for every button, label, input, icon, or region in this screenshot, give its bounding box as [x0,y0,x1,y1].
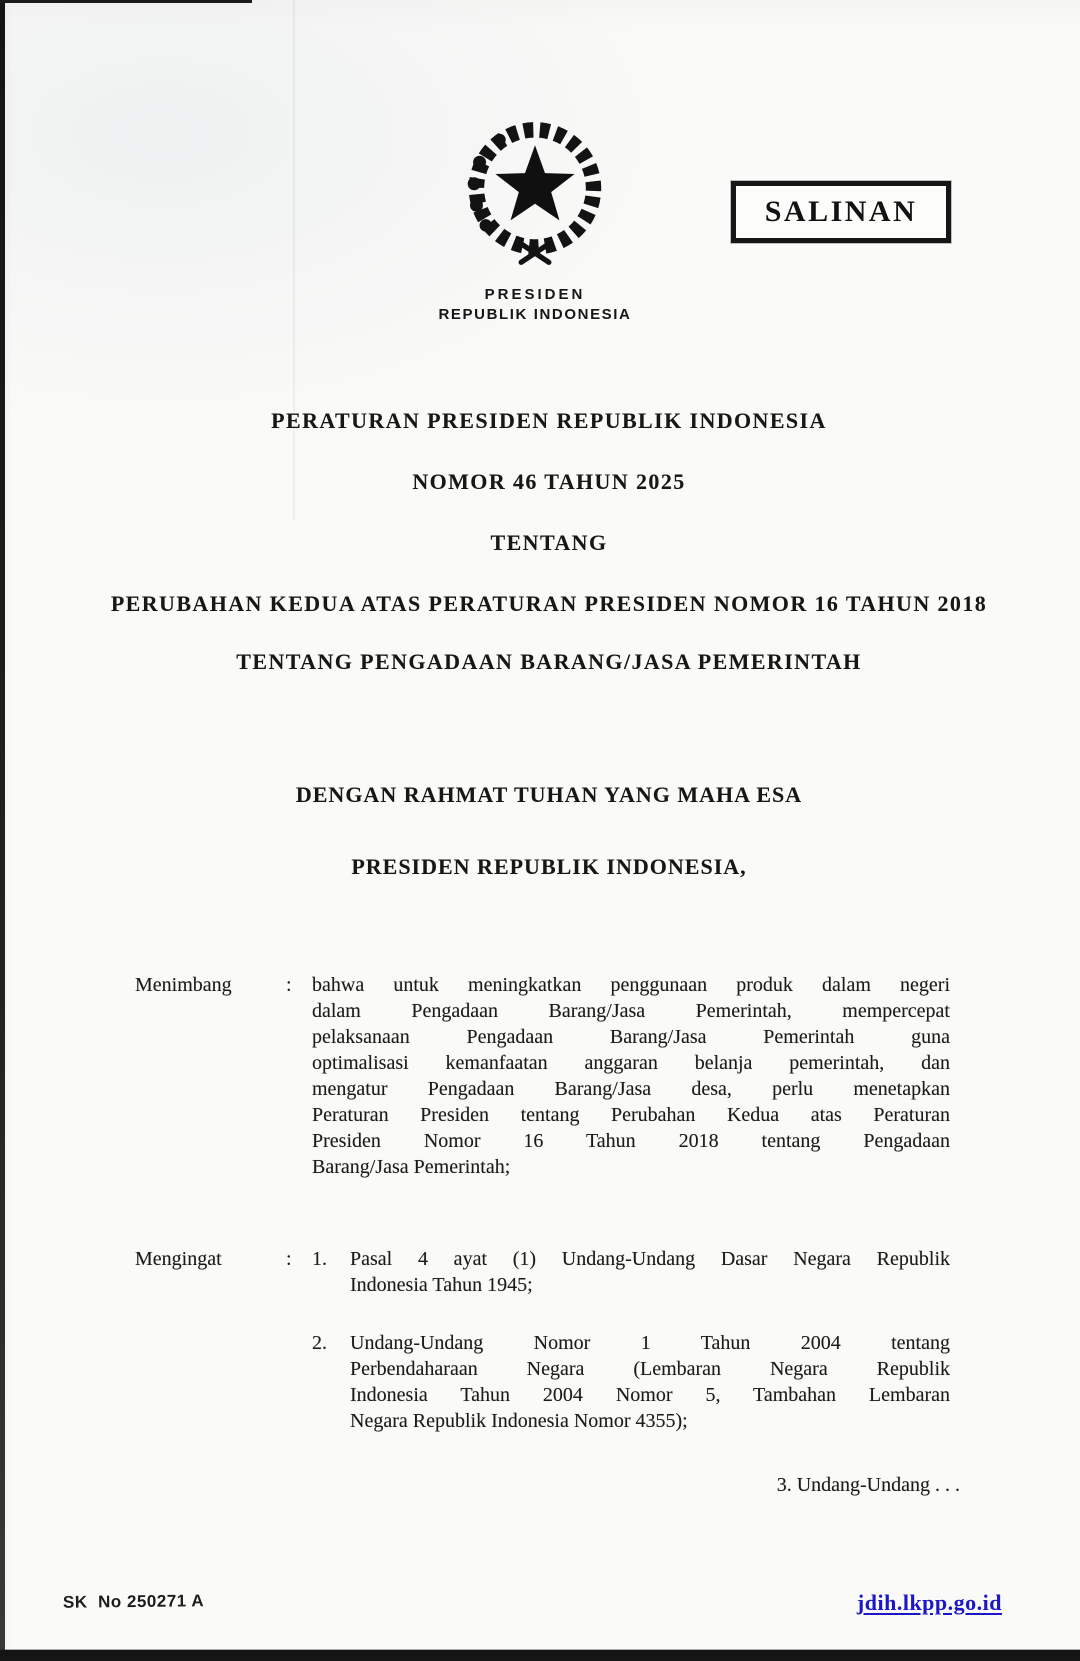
salinan-copy-stamp: SALINAN [731,181,951,243]
mengingat-item1-text: Pasal 4 ayat (1) Undang-Undang Dasar Negara Republik Indonesia Tahun 1945; [350,1248,950,1296]
letterhead-republik-indonesia-label: REPUBLIK INDONESIA [438,306,632,323]
presidential-emblem-icon [458,116,612,270]
letterhead-presiden-label: PRESIDEN [484,286,586,303]
mengingat-item2-text: Undang-Undang Nomor 1 Tahun 2004 tentang Perbendaharaan Negara (Lembaran Negara Republik Indonesia Tahun 2004 Nomor 5, Tambahan Lembaran Negara Republik Indonesia Nomor 4355); [350,1332,950,1432]
menimbang-colon: : [286,974,292,996]
jdih-lkpp-website-link[interactable]: jdih.lkpp.go.id [856,1590,1002,1615]
menimbang-label: Menimbang [135,974,232,996]
mengingat-colon: : [286,1248,292,1270]
regulation-number-line: NOMOR 46 TAHUN 2025 [412,469,686,494]
letterhead [425,116,645,323]
scan-left-edge-artifact [0,0,5,1656]
scan-bottom-edge-artifact [0,1650,1080,1661]
regulation-subject-line2: TENTANG PENGADAAN BARANG/JASA PEMERINTAH [236,649,862,674]
sk-number: SK No 250271 A [62,1591,205,1612]
regulation-subject-line1: PERUBAHAN KEDUA ATAS PERATURAN PRESIDEN NOMOR 16 TAHUN 2018 [110,591,988,616]
mengingat-item1-number: 1. [312,1248,327,1270]
regulation-title-line1: PERATURAN PRESIDEN REPUBLIK INDONESIA [271,408,827,433]
menimbang-paragraph: bahwa untuk meningkatkan penggunaan produk dalam negeri dalam Pengadaan Barang/Jasa Pemerintah, mempercepat pelaksanaan Pengadaan Barang/Jasa Pemerintah guna optimalisasi kemanfaatan anggaran belanja pemerintah, dan mengatur Pengadaan Barang/Jasa desa, perlu menetapkan Peraturan Presiden tentang Perubahan Kedua atas Peraturan Presiden Nomor 16 Tahun 2018 tentang Pengadaan Barang/Jasa Pemerintah; [312,974,950,1178]
enacting-authority-line: PRESIDEN REPUBLIK INDONESIA, [351,854,747,879]
tentang-label: TENTANG [490,530,608,555]
scan-top-edge-artifact [0,0,252,3]
mengingat-item2-number: 2. [312,1332,327,1354]
catchword-continuation: 3. Undang-Undang . . . [776,1474,960,1496]
scan-crease-artifact [293,0,295,520]
mengingat-label: Mengingat [135,1248,222,1270]
invocation-line: DENGAN RAHMAT TUHAN YANG MAHA ESA [295,782,803,807]
